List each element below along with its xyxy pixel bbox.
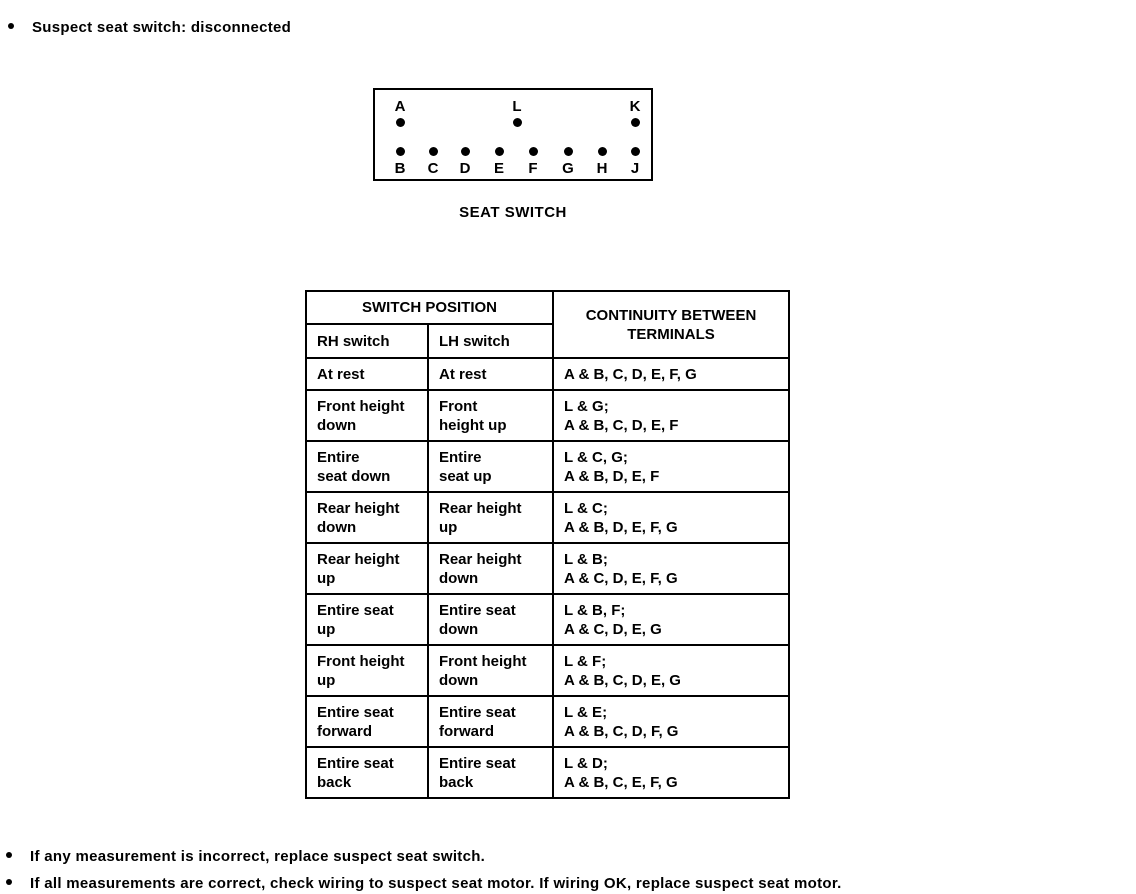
cell-line: up bbox=[439, 518, 458, 536]
header-switch-position: SWITCH POSITION bbox=[306, 291, 553, 324]
header-lh-switch: LH switch bbox=[428, 324, 553, 358]
terminal-label-j: J bbox=[630, 160, 640, 177]
cell-line: A & B, D, E, F, G bbox=[564, 518, 678, 536]
table-row bbox=[306, 441, 789, 492]
table-row bbox=[306, 543, 789, 594]
cell-line: Entire bbox=[439, 448, 482, 466]
terminal-pin-h bbox=[598, 147, 607, 156]
table-row bbox=[306, 645, 789, 696]
continuity-cell bbox=[553, 747, 789, 798]
lh-switch-cell bbox=[428, 441, 553, 492]
bullet-icon bbox=[8, 23, 14, 29]
table-row bbox=[306, 696, 789, 747]
cell-line: down bbox=[439, 569, 479, 587]
cell-line: forward bbox=[317, 722, 373, 740]
terminal-label-b: B bbox=[394, 160, 406, 177]
cell-line: Entire seat bbox=[317, 703, 394, 721]
terminal-pin-k bbox=[631, 118, 640, 127]
header-rh-switch: RH switch bbox=[306, 324, 428, 358]
cell-line: A & B, C, E, F, G bbox=[564, 773, 678, 791]
cell-line: back bbox=[317, 773, 352, 791]
table-row bbox=[306, 747, 789, 798]
cell-line: L & G; bbox=[564, 397, 609, 415]
cell-line: Entire seat bbox=[439, 601, 516, 619]
cell-line: seat down bbox=[317, 467, 391, 485]
continuity-cell bbox=[553, 543, 789, 594]
terminal-label-a: A bbox=[394, 98, 406, 115]
terminal-pin-d bbox=[461, 147, 470, 156]
cell-line: up bbox=[317, 671, 336, 689]
lh-switch-cell bbox=[428, 492, 553, 543]
table-body bbox=[306, 358, 789, 798]
cell-line: L & E; bbox=[564, 703, 608, 721]
intro-bullet-text: Suspect seat switch: disconnected bbox=[32, 19, 292, 36]
rh-switch-cell bbox=[306, 492, 428, 543]
bullet-icon bbox=[6, 879, 12, 885]
lh-switch-cell bbox=[428, 645, 553, 696]
cell-line: Entire seat bbox=[317, 601, 394, 619]
cell-line: A & B, C, D, E, F bbox=[564, 416, 679, 434]
cell-line: At rest bbox=[317, 365, 365, 383]
bullet-icon bbox=[6, 852, 12, 858]
cell-line: Front height bbox=[317, 397, 405, 415]
lh-switch-cell bbox=[428, 594, 553, 645]
terminal-label-g: G bbox=[562, 160, 574, 177]
cell-line: Entire seat bbox=[439, 754, 516, 772]
rh-switch-cell bbox=[306, 543, 428, 594]
lh-switch-cell bbox=[428, 543, 553, 594]
rh-switch-cell bbox=[306, 696, 428, 747]
cell-line: A & B, D, E, F bbox=[564, 467, 660, 485]
header-continuity: CONTINUITY BETWEEN TERMINALS bbox=[553, 291, 789, 358]
cell-line: up bbox=[317, 620, 336, 638]
cell-line: forward bbox=[439, 722, 495, 740]
terminal-pin-a bbox=[396, 118, 405, 127]
continuity-cell bbox=[553, 645, 789, 696]
terminal-pin-b bbox=[396, 147, 405, 156]
cell-line: Entire bbox=[317, 448, 360, 466]
continuity-cell bbox=[553, 492, 789, 543]
terminal-pin-e bbox=[495, 147, 504, 156]
cell-line: Rear height bbox=[317, 550, 400, 568]
continuity-cell bbox=[553, 696, 789, 747]
table-row bbox=[306, 358, 789, 390]
continuity-cell bbox=[553, 441, 789, 492]
cell-line: Entire seat bbox=[439, 703, 516, 721]
cell-line: L & B, F; bbox=[564, 601, 626, 619]
cell-line: Front height bbox=[439, 652, 527, 670]
table-row bbox=[306, 492, 789, 543]
connector-caption: SEAT SWITCH bbox=[459, 204, 567, 221]
cell-line: A & B, C, D, F, G bbox=[564, 722, 679, 740]
cell-line: Rear height bbox=[317, 499, 400, 517]
cell-line: L & C; bbox=[564, 499, 608, 517]
cell-line: back bbox=[439, 773, 474, 791]
continuity-cell bbox=[553, 358, 789, 390]
terminal-label-l: L bbox=[512, 98, 522, 115]
lh-switch-cell bbox=[428, 358, 553, 390]
cell-line: down bbox=[439, 620, 479, 638]
cell-line: L & D; bbox=[564, 754, 608, 772]
terminal-label-d: D bbox=[459, 160, 471, 177]
cell-line: up bbox=[317, 569, 336, 587]
lh-switch-cell bbox=[428, 696, 553, 747]
cell-line: A & B, C, D, E, F, G bbox=[564, 365, 697, 383]
terminal-label-f: F bbox=[528, 160, 538, 177]
terminal-label-c: C bbox=[427, 160, 439, 177]
cell-line: At rest bbox=[439, 365, 487, 383]
instruction-text-2: If all measurements are correct, check wiring to suspect seat motor. If wiring OK, replace suspect seat motor. bbox=[30, 875, 842, 892]
cell-line: down bbox=[317, 416, 357, 434]
cell-line: down bbox=[439, 671, 479, 689]
rh-switch-cell bbox=[306, 594, 428, 645]
cell-line: Rear height bbox=[439, 499, 522, 517]
seat-switch-connector-diagram bbox=[373, 88, 653, 181]
rh-switch-cell bbox=[306, 645, 428, 696]
rh-switch-cell bbox=[306, 747, 428, 798]
cell-line: height up bbox=[439, 416, 507, 434]
continuity-cell bbox=[553, 594, 789, 645]
cell-line: Front height bbox=[317, 652, 405, 670]
cell-line: L & B; bbox=[564, 550, 608, 568]
terminal-pin-j bbox=[631, 147, 640, 156]
instruction-bullet-2 bbox=[6, 875, 842, 892]
rh-switch-cell bbox=[306, 390, 428, 441]
continuity-cell bbox=[553, 390, 789, 441]
rh-switch-cell bbox=[306, 441, 428, 492]
terminal-label-k: K bbox=[629, 98, 641, 115]
cell-line: Front bbox=[439, 397, 478, 415]
cell-line: A & C, D, E, G bbox=[564, 620, 662, 638]
terminal-pin-f bbox=[529, 147, 538, 156]
cell-line: seat up bbox=[439, 467, 492, 485]
cell-line: A & B, C, D, E, G bbox=[564, 671, 681, 689]
terminal-label-e: E bbox=[493, 160, 504, 177]
table-row bbox=[306, 594, 789, 645]
instruction-text-1: If any measurement is incorrect, replace suspect seat switch. bbox=[30, 848, 486, 865]
table-row bbox=[306, 390, 789, 441]
lh-switch-cell bbox=[428, 390, 553, 441]
cell-line: Entire seat bbox=[317, 754, 394, 772]
intro-bullet bbox=[8, 19, 291, 36]
terminal-label-h: H bbox=[596, 160, 608, 177]
terminal-pin-c bbox=[429, 147, 438, 156]
continuity-table bbox=[305, 290, 790, 799]
instruction-bullet-1 bbox=[6, 848, 485, 865]
cell-line: A & C, D, E, F, G bbox=[564, 569, 678, 587]
cell-line: L & C, G; bbox=[564, 448, 628, 466]
terminal-pin-g bbox=[564, 147, 573, 156]
lh-switch-cell bbox=[428, 747, 553, 798]
cell-line: L & F; bbox=[564, 652, 607, 670]
terminal-pin-l bbox=[513, 118, 522, 127]
cell-line: Rear height bbox=[439, 550, 522, 568]
cell-line: down bbox=[317, 518, 357, 536]
rh-switch-cell bbox=[306, 358, 428, 390]
